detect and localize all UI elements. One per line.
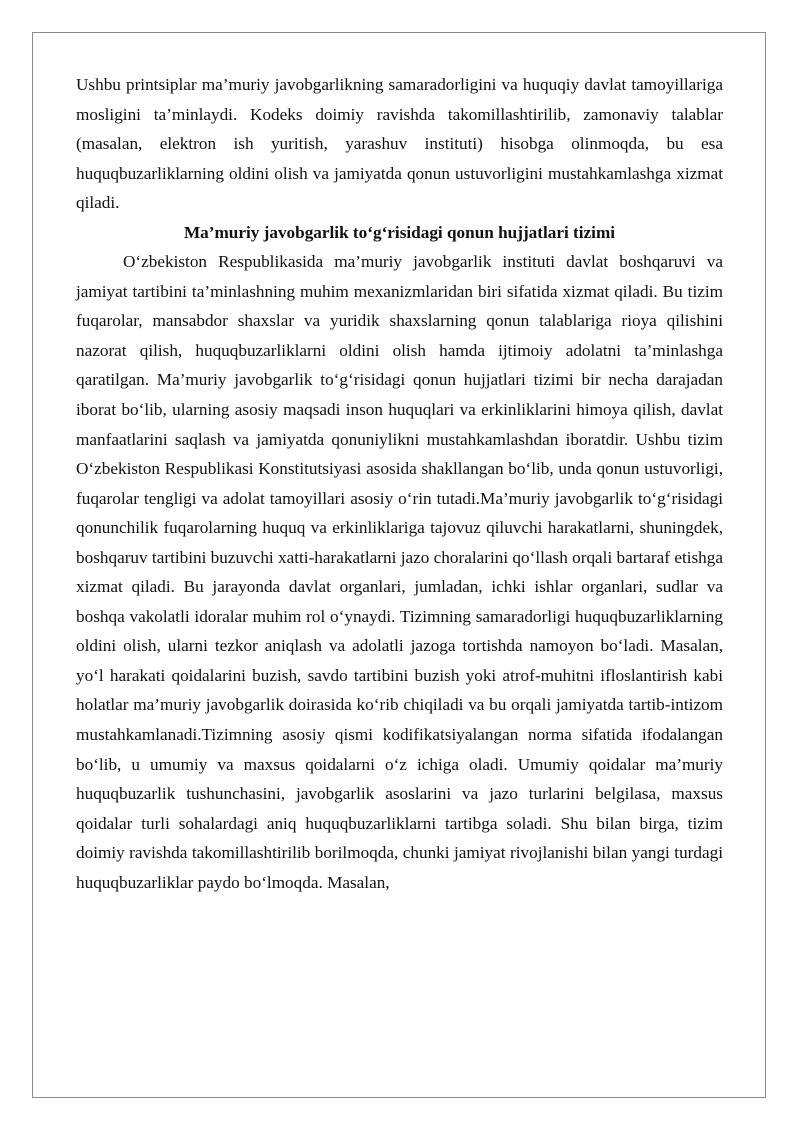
page-content — [76, 70, 723, 897]
paragraph-2: O‘zbekiston Respublikasida ma’muriy javobgarlik instituti davlat boshqaruvi va jamiyat tartibini ta’minlashning muhim mexanizmlaridan biri sifatida xizmat qiladi. Bu tizim fuqarolar, mansabdor shaxslar va yuridik shaxslarning qonun talablariga rioya qilishini nazorat qilish, huquqbuzarliklarni oldini olish hamda ijtimoiy adolatni ta’minlashga qaratilgan. Ma’muriy javobgarlik to‘g‘risidagi qonun hujjatlari tizimi bir necha darajadan iborat bo‘lib, ularning asosiy maqsadi inson huquqlari va erkinliklarini himoya qilish, davlat manfaatlarini saqlash va jamiyatda qonuniylikni mustahkamlashdan iboratdir. Ushbu tizim O‘zbekiston Respublikasi Konstitutsiyasi asosida shakllangan bo‘lib, unda qonun ustuvorligi, fuqarolar tengligi va adolat tamoyillari asosiy o‘rin tutadi.Ma’muriy javobgarlik to‘g‘risidagi qonunchilik fuqarolarning huquq va erkinliklariga tajovuz qiluvchi harakatlarni, shuningdek, boshqaruv tartibini buzuvchi xatti-harakatlarni jazo choralarini qo‘llash orqali bartaraf etishga xizmat qiladi. Bu jarayonda davlat organlari, jumladan, ichki ishlar organlari, sudlar va boshqa vakolatli idoralar muhim rol o‘ynaydi. Tizimning samaradorligi huquqbuzarliklarning oldini olish, ularni tezkor aniqlash va adolatli jazoga tortishda namoyon bo‘ladi. Masalan, yo‘l harakati qoidalarini buzish, savdo tartibini buzish yoki atrof-muhitni ifloslantirish kabi holatlar ma’muriy javobgarlik doirasida ko‘rib chiqiladi va bu orqali jamiyatda tartib-intizom mustahkamlanadi.Tizimning asosiy qismi kodifikatsiyalangan norma sifatida ifodalangan bo‘lib, u umumiy va maxsus qoidalarni o‘z ichiga oladi. Umumiy qoidalar ma’muriy huquqbuzarlik tushunchasini, javobgarlik asoslarini va jazo turlarini belgilasa, maxsus qoidalar turli sohalardagi aniq huquqbuzarliklarni tartibga soladi. Shu bilan birga, tizim doimiy ravishda takomillashtirilib borilmoqda, chunki jamiyat rivojlanishi bilan yangi turdagi huquqbuzarliklar paydo bo‘lmoqda. Masalan, — [76, 252, 723, 892]
section-heading: Ma’muriy javobgarlik to‘g‘risidagi qonun hujjatlari tizimi — [183, 222, 616, 242]
paragraph-1: Ushbu printsiplar ma’muriy javobgarlikning samaradorligini va huquqiy davlat tamoyillariga mosligini ta’minlaydi. Kodeks doimiy ravishda takomillashtirilib, zamonaviy talablar (masalan, elektron ish yuritish, yarashuv instituti) hisobga olinmoqda, bu esa huquqbuzarliklarning oldini olish va jamiyatda qonun ustuvorligini mustahkamlashga xizmat qiladi. — [76, 75, 723, 213]
